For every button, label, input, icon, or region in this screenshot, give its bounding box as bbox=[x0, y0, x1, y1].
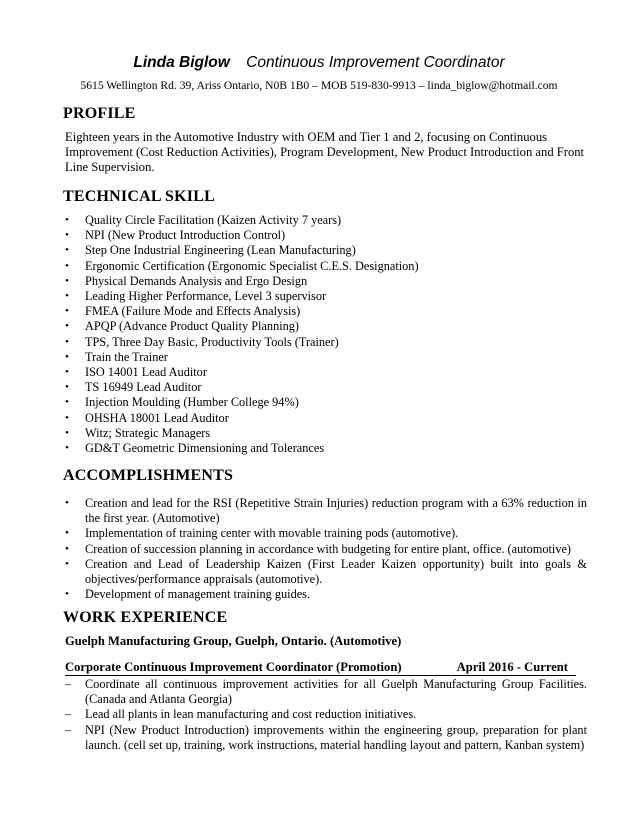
list-item: • Development of management training guides. bbox=[65, 587, 587, 602]
list-item: • Leading Higher Performance, Level 3 supervisor bbox=[65, 289, 595, 304]
list-item: • Creation of succession planning in accordance with budgeting for entire plant, office. (automotive) bbox=[65, 542, 587, 557]
profile-text: Eighteen years in the Automotive Industry with OEM and Tier 1 and 2, focusing on Continuous Improvement (Cost Reduction Activities), Program Development, New Product Introduction and Front Line Supervision. bbox=[65, 130, 585, 175]
list-item: • ISO 14001 Lead Auditor bbox=[65, 365, 595, 380]
role-row bbox=[65, 660, 576, 676]
work-experience-heading: WORK EXPERIENCE bbox=[63, 609, 228, 626]
list-item: • Quality Circle Facilitation (Kaizen Activity 7 years) bbox=[65, 213, 595, 228]
list-item: • GD&T Geometric Dimensioning and Tolerances bbox=[65, 441, 595, 456]
role-title: Corporate Continuous Improvement Coordinator (Promotion) bbox=[65, 660, 402, 674]
accomplishments-list bbox=[65, 496, 587, 602]
list-item: • APQP (Advance Product Quality Planning) bbox=[65, 319, 595, 334]
list-item: • Witz; Strategic Managers bbox=[65, 426, 595, 441]
list-item: • Train the Trainer bbox=[65, 350, 595, 365]
technical-skill-heading: TECHNICAL SKILL bbox=[63, 188, 215, 205]
contact-line: 5615 Wellington Rd. 39, Ariss Ontario, N0B 1B0 – MOB 519-830-9913 – linda_biglow@hotmail.com bbox=[80, 79, 558, 92]
role-dates: April 2016 - Current bbox=[456, 660, 568, 674]
list-item: • NPI (New Product Introduction Control) bbox=[65, 228, 595, 243]
list-item: • Ergonomic Certification (Ergonomic Specialist C.E.S. Designation) bbox=[65, 259, 595, 274]
resume-header bbox=[0, 54, 638, 72]
candidate-name: Linda Biglow bbox=[133, 54, 230, 71]
list-item: • Implementation of training center with movable training pods (automotive). bbox=[65, 526, 587, 541]
list-item: • Creation and Lead of Leadership Kaizen (First Leader Kaizen opportunity) built into goals & objectives/performance appraisals (automotive). bbox=[65, 557, 587, 587]
list-item: • OHSHA 18001 Lead Auditor bbox=[65, 411, 595, 426]
list-item: • TS 16949 Lead Auditor bbox=[65, 380, 595, 395]
list-item: • Step One Industrial Engineering (Lean Manufacturing) bbox=[65, 243, 595, 258]
list-item: – NPI (New Product Introduction) improvements within the engineering group, preparation for plant launch. (cell set up, training, work instructions, material handling layout and pattern, Kanban system) bbox=[65, 723, 587, 753]
list-item: • Physical Demands Analysis and Ergo Design bbox=[65, 274, 595, 289]
employer-name: Guelph Manufacturing Group, Guelph, Ontario. (Automotive) bbox=[65, 634, 402, 648]
list-item: • Creation and lead for the RSI (Repetitive Strain Injuries) reduction program with a 63% reduction in the first year. (Automotive) bbox=[65, 496, 587, 526]
accomplishments-heading: ACCOMPLISHMENTS bbox=[63, 467, 234, 484]
list-item: – Lead all plants in lean manufacturing and cost reduction initiatives. bbox=[65, 707, 587, 722]
list-item: • FMEA (Failure Mode and Effects Analysis) bbox=[65, 304, 595, 319]
duties-list bbox=[65, 677, 587, 753]
technical-skill-list bbox=[65, 213, 595, 456]
list-item: • Injection Moulding (Humber College 94%) bbox=[65, 395, 595, 410]
candidate-title: Continuous Improvement Coordinator bbox=[246, 54, 505, 71]
profile-heading: PROFILE bbox=[63, 105, 136, 122]
list-item: – Coordinate all continuous improvement activities for all Guelph Manufacturing Group Facilities. (Canada and Atlanta Georgia) bbox=[65, 677, 587, 707]
list-item: • TPS, Three Day Basic, Productivity Tools (Trainer) bbox=[65, 335, 595, 350]
